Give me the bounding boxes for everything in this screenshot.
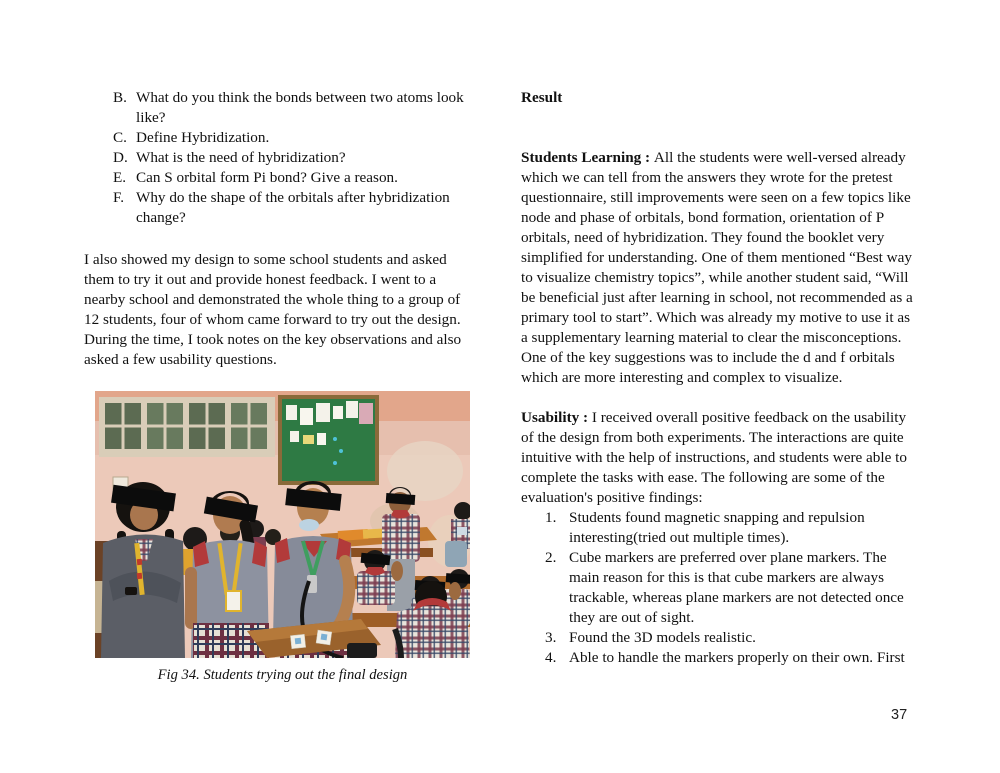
question-label: D. [113, 149, 128, 166]
question-list [113, 88, 470, 228]
question-item-e [113, 168, 470, 188]
question-text: Define Hybridization. [136, 129, 270, 146]
finding-number: 3. [545, 629, 557, 646]
students-learning-text: All the students were well-versed already which we can tell from the answers they wrote for the pretest questionnaire, still improvements were seen on a few topics like node and phase of orbitals, bond formation, orientation of P orbitals, need of hybridization. They found the booklet very simplified for understanding. One of them mentioned “Best way to visualize chemistry topics”, while another student said, “Will be beneficial just after learning in school, not recommended as a primary tool to start”. Which was already my motive to use it as a supplementary learning material to clear the misconceptions. One of the key suggestions was to include the d and f orbitals which are more interesting and complex to visualize. [521, 149, 913, 386]
question-item-d [113, 148, 470, 168]
question-text: Can S orbital form Pi bond? Give a reason. [136, 169, 398, 186]
students-learning-paragraph [521, 148, 913, 388]
students-learning-label: Students Learning : [521, 149, 654, 166]
question-item-c [113, 128, 470, 148]
question-text: What is the need of hybridization? [136, 149, 346, 166]
finding-item-2 [545, 548, 913, 628]
question-item-f [113, 188, 470, 228]
finding-number: 1. [545, 509, 557, 526]
question-label: C. [113, 129, 127, 146]
usability-text: I received overall positive feedback on the usability of the design from both experiments. The interactions are quite intuitive with the help of instructions, and students were able to complete the tasks with ease. The following are some of the evaluation's positive findings: [521, 409, 907, 506]
bulletin-board [278, 395, 379, 485]
figure-caption: Fig 34. Students trying out the final design [157, 667, 408, 683]
finding-number: 4. [545, 649, 557, 666]
finding-text: Able to handle the markers properly on their own. First [569, 649, 905, 666]
findings-list [545, 508, 913, 668]
result-heading: Result [521, 89, 563, 106]
figure-34 [95, 391, 470, 684]
page-number: 37 [891, 707, 908, 723]
finding-text: Cube markers are preferred over plane markers. The main reason for this is that cube markers are always trackable, whereas plane markers are not detected once they are out of sight. [569, 549, 904, 626]
question-label: F. [113, 189, 125, 206]
finding-text: Found the 3D models realistic. [569, 629, 756, 646]
finding-item-3 [545, 628, 913, 648]
usability-paragraph [521, 408, 913, 508]
question-label: E. [113, 169, 127, 186]
usability-label: Usability : [521, 409, 592, 426]
right-column [521, 88, 913, 668]
question-item-b [113, 88, 470, 128]
question-label: B. [113, 89, 127, 106]
finding-number: 2. [545, 549, 557, 566]
finding-text: Students found magnetic snapping and repulsion interesting(tried out multiple times). [569, 509, 865, 546]
left-column [84, 88, 470, 370]
school-visit-paragraph: I also showed my design to some school students and asked them to try it out and provide honest feedback. I went to a nearby school and demonstrated the whole thing to a group of 12 students, four of whom came forward to try out the design. During the time, I took notes on the key observations and also asked a few usability questions. [84, 251, 462, 368]
finding-item-4 [545, 648, 913, 668]
question-text: What do you think the bonds between two atoms look like? [136, 89, 464, 126]
classroom-photo [95, 391, 470, 658]
question-text: Why do the shape of the orbitals after hybridization change? [136, 189, 450, 226]
finding-item-1 [545, 508, 913, 548]
